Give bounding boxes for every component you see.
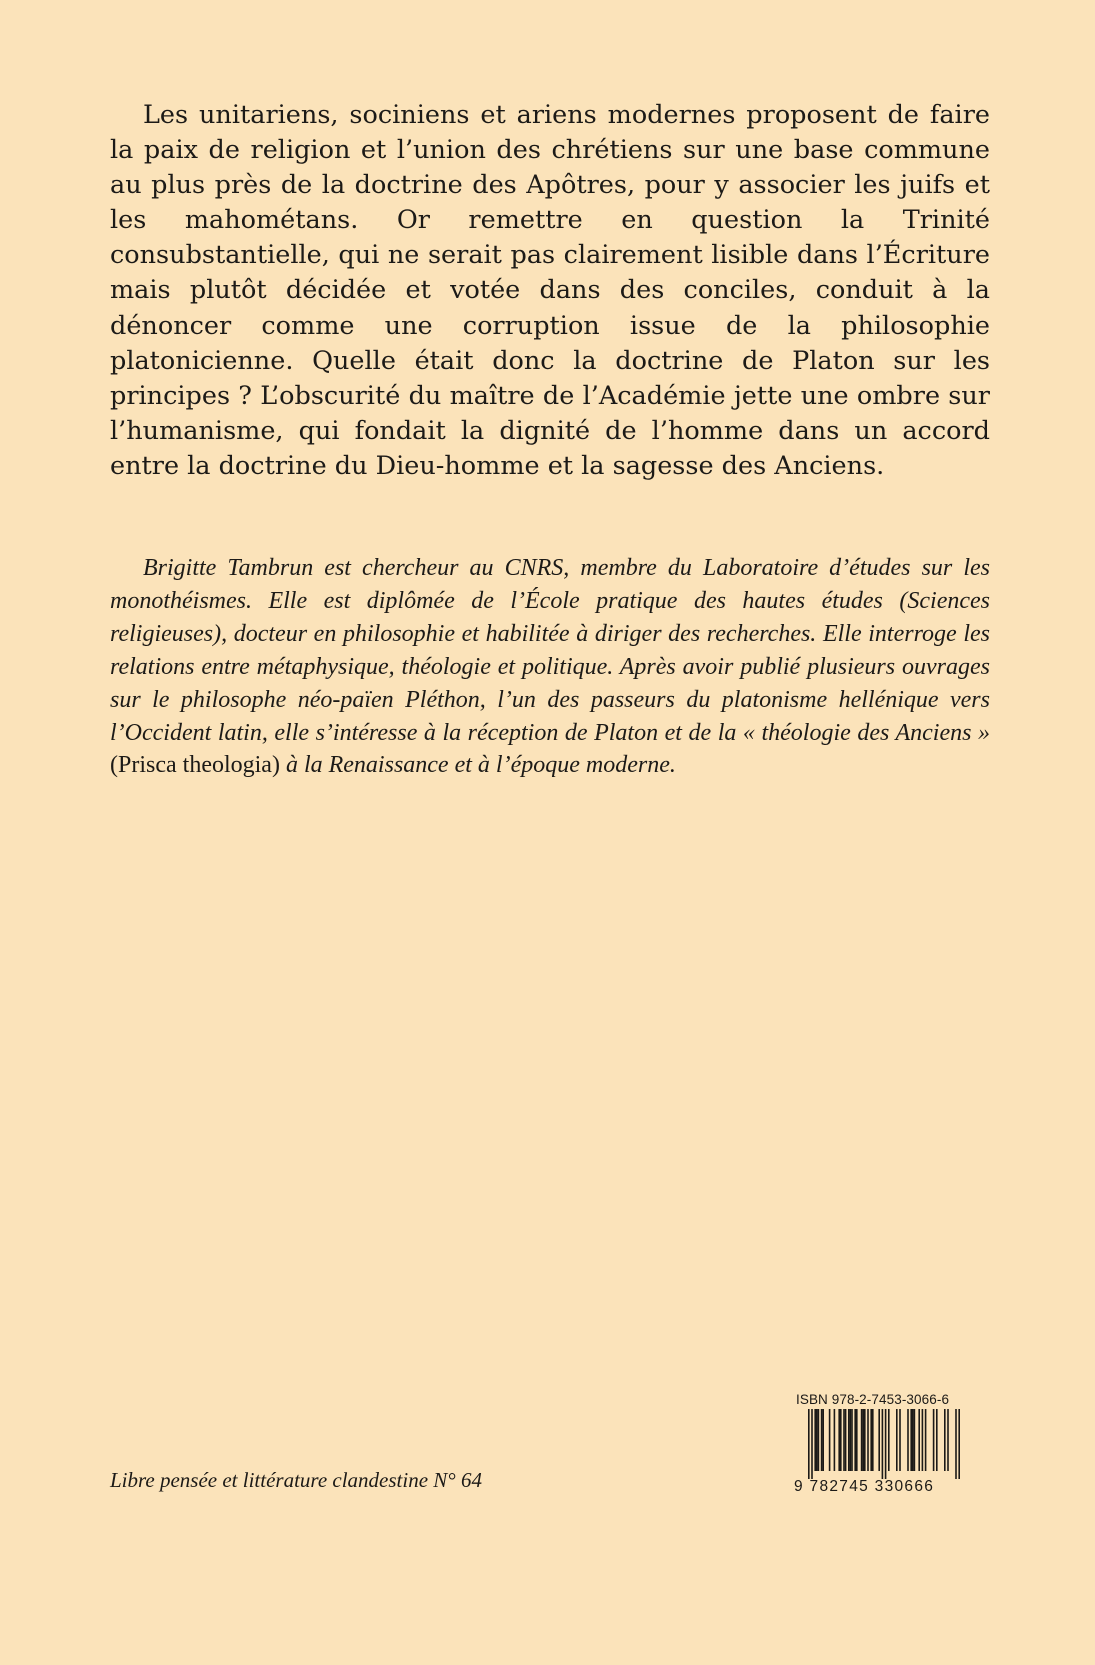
barcode-bar [816, 1409, 818, 1471]
barcode-bar [888, 1409, 890, 1471]
barcode-bar [814, 1409, 816, 1471]
barcode-bar [838, 1409, 840, 1471]
barcode-bar [882, 1409, 884, 1479]
author-bio [110, 552, 990, 782]
barcode-bar [822, 1409, 824, 1471]
barcode-bar [818, 1409, 820, 1471]
barcode-bar [864, 1409, 866, 1471]
barcode-bar [878, 1409, 880, 1471]
barcode-bar [922, 1409, 924, 1471]
isbn-label: ISBN 978-2-7453-3066-6 [796, 1392, 950, 1407]
barcode-bar [955, 1409, 957, 1479]
barcode-bar [885, 1409, 887, 1479]
barcode-bar [862, 1409, 864, 1471]
barcode-bar [811, 1409, 813, 1479]
barcode-bar [907, 1409, 909, 1471]
barcode-bar [848, 1409, 850, 1471]
author-bio-latin-term: (Prisca theologia) [110, 752, 280, 779]
barcode-bar [925, 1409, 927, 1471]
barcode-bar [947, 1409, 949, 1471]
summary-paragraph: Les unitariens, sociniens et ariens modernes proposent de faire la paix de religion et l’union des chrétiens sur une base commune au plus près de la doctrine des Apôtres, pour y associer les juifs et les mahométans. Or remettre en question la Trinité consubstantielle, qui ne serait pas clairement lisible dans l’Écriture mais plutôt décidée et votée dans des conciles, conduit à la dénoncer comme une corruption issue de la philosophie platonicienne. Quelle était donc la doctrine de Platon sur les principes ? L’obscurité du maître de l’Académie jette une ombre sur l’humanisme, qui fondait la dignité de l’homme dans un accord entre la doctrine du Dieu-homme et la sagesse des Anciens. [110, 100, 990, 481]
barcode-bar [867, 1409, 869, 1471]
barcode-bar [910, 1409, 912, 1471]
barcode-image [794, 1409, 990, 1479]
barcode-bar [834, 1409, 836, 1471]
barcode-bar [845, 1409, 847, 1471]
barcode-bar [840, 1409, 842, 1471]
barcode-bar [856, 1409, 858, 1471]
barcode-bar [896, 1409, 898, 1471]
author-bio-text-end: à la Renaissance et à l’époque moderne. [279, 752, 676, 779]
series-title: Libre pensée et littérature clandestine N° 64 [110, 1468, 482, 1492]
barcode-bar [933, 1409, 935, 1471]
barcode-digits: 9 782745 330666 [794, 1478, 935, 1495]
barcode-bar [829, 1409, 831, 1471]
barcode-bar [870, 1409, 872, 1471]
barcode-bar [850, 1409, 852, 1471]
barcode-bar [854, 1409, 856, 1471]
barcode-bar [912, 1409, 914, 1471]
barcode-bar [958, 1409, 960, 1479]
author-bio-text: Brigitte Tambrun est chercheur au CNRS, membre du Laboratoire d’études sur les monothéismes. Elle est diplômée de l’École pratique des hautes études (Sciences religieuses), docteur en philosophie et habilitée à diriger des recherches. Elle interroge les relations entre métaphysique, théologie et politique. Après avoir publié plusieurs ouvrages sur le philosophe néo-païen Pléthon, l’un des passeurs du platonisme hellénique vers l’Occident latin, elle s’intéresse à la réception de Platon et de la « théologie des Anciens » [110, 555, 990, 746]
barcode-bar [843, 1409, 845, 1471]
barcode-bar [944, 1409, 946, 1471]
barcode-bar [821, 1409, 823, 1471]
barcode-bar [914, 1409, 916, 1471]
barcode-bar [872, 1409, 874, 1471]
barcode-bar [899, 1409, 901, 1471]
barcode-bar [918, 1409, 920, 1471]
isbn-barcode-block [794, 1392, 990, 1498]
barcode-bar [851, 1409, 853, 1471]
barcode-bar [861, 1409, 863, 1471]
barcode-bar [936, 1409, 938, 1471]
barcode-bar [808, 1409, 810, 1479]
